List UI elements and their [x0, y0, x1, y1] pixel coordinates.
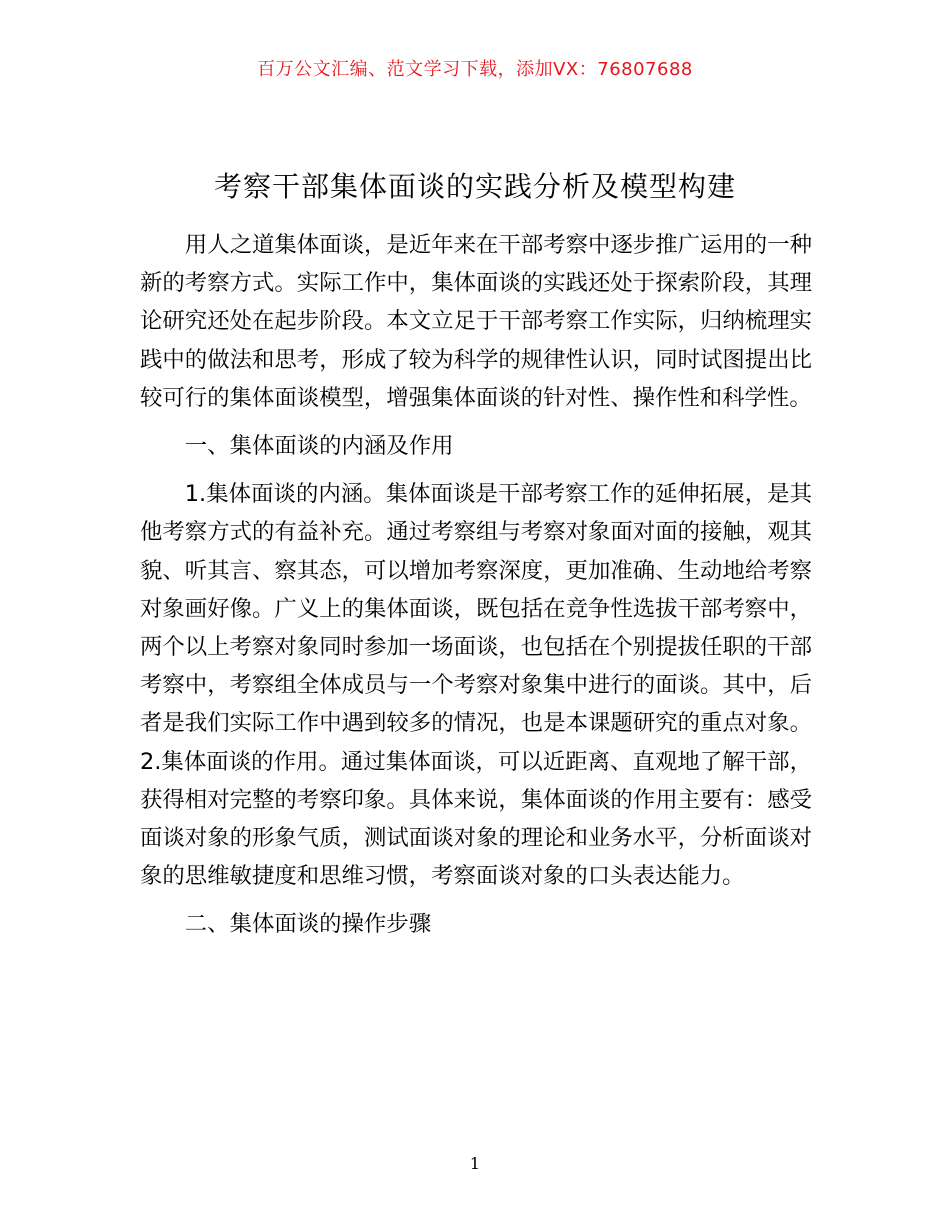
section-heading-2: 二、集体面谈的操作步骤 [184, 911, 432, 938]
intro-paragraph: 用人之道集体面谈，是近年来在干部考察中逐步推广运用的一种新的考察方式。实际工作中，集体面谈的实践还处于探索阶段，其理论研究还处在起步阶段。本文立足于干部考察工作实际，归纳梳理实践中的做法和思考，形成了较为科学的规律性认识，同时试图提出比较可行的集体面谈模型，增强集体面谈的针对性、操作性和科学性。 [140, 232, 812, 411]
header-contact-note: 百万公文汇编、范文学习下载，添加VX：76807688 [257, 59, 693, 80]
document-title: 考察干部集体面谈的实践分析及模型构建 [213, 170, 736, 203]
section-heading-1: 一、集体面谈的内涵及作用 [184, 433, 454, 460]
section-1-paragraph: 1.集体面谈的内涵。集体面谈是干部考察工作的延伸拓展，是其他考察方式的有益补充。通过考察组与考察对象面对面的接触，观其貌、听其言、察其态，可以增加考察深度，更加准确、生动地给考察对象画好像。广义上的集体面谈，既包括在竞争性选拔干部考察中，两个以上考察对象同时参加一场面谈，也包括在个别提拔任职的干部考察中，考察组全体成员与一个考察对象集中进行的面谈。其中，后者是我们实际工作中遇到较多的情况，也是本课题研究的重点对象。2.集体面谈的作用。通过集体面谈，可以近距离、直观地了解干部，获得相对完整的考察印象。具体来说，集体面谈的作用主要有：感受面谈对象的形象气质，测试面谈对象的理论和业务水平，分析面谈对象的思维敏捷度和思维习惯，考察面谈对象的口头表达能力。 [140, 481, 812, 890]
document-body [140, 226, 812, 954]
page-number: 1 [469, 1154, 481, 1173]
